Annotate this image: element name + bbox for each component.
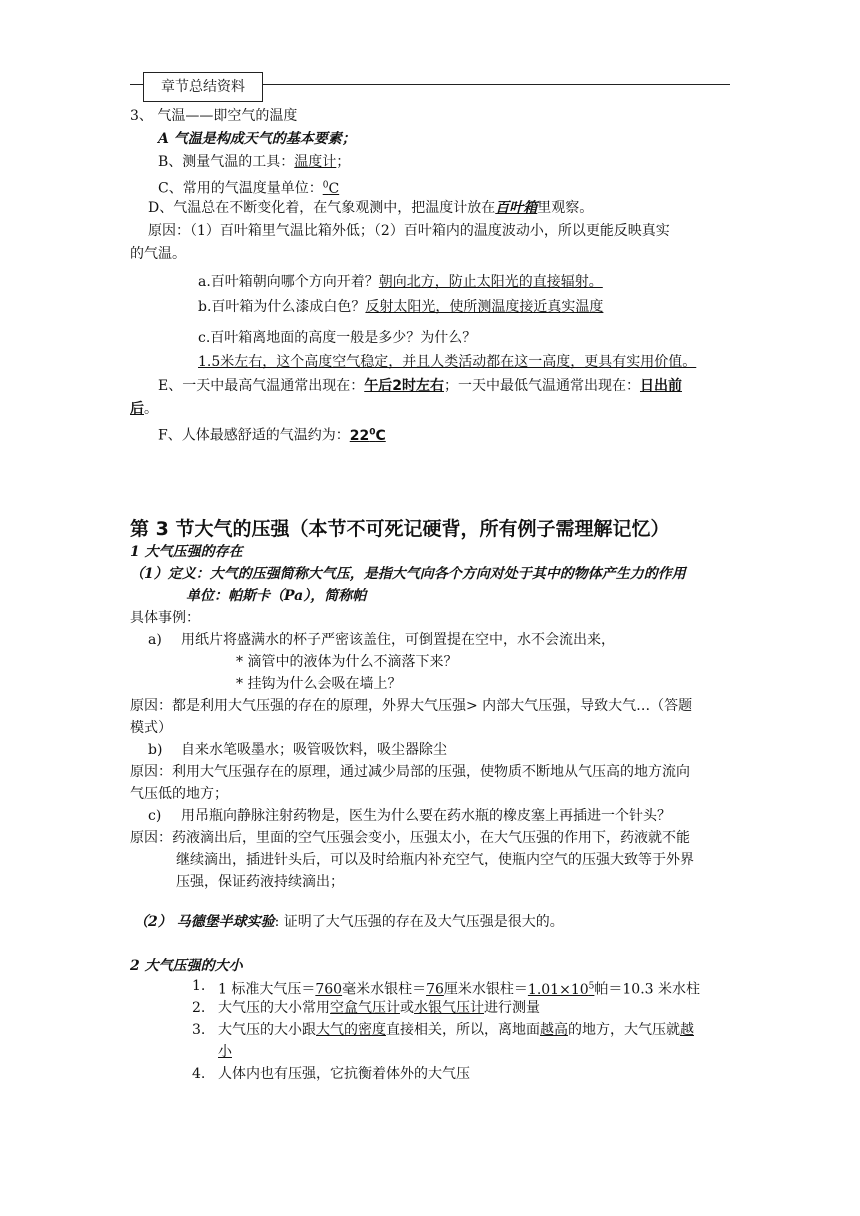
temp-line-e-2	[130, 399, 158, 419]
l1-e: 厘米水银柱＝	[443, 981, 528, 998]
list-number-3: 3.	[192, 1022, 206, 1038]
list-item-3-cont: 小	[218, 1044, 232, 1060]
l3-density: 大气的密度	[316, 1022, 386, 1038]
qa-c-question: c.百叶箱离地面的高度一般是多少？为什么？	[198, 330, 477, 346]
example-c-text: 用吊瓶向静脉注射药物是，医生为什么要在药水瓶的橡皮塞上再插进一个针头？	[181, 808, 671, 824]
reason-b-1: 原因：利用大气压强存在的原理，通过减少局部的压强，使物质不断地从气压高的地方流向	[130, 764, 690, 780]
l3-more: 越	[680, 1022, 694, 1038]
temp-f-unit: C	[375, 427, 386, 444]
list-item-2	[218, 998, 540, 1018]
reason-c-3: 压强，保证药液持续滴出；	[176, 874, 344, 890]
l3-e: 的地方，大气压就	[568, 1022, 680, 1038]
reason-c-2: 继续滴出，插进针头后，可以及时给瓶内补充空气，使瓶内空气的压强大致等于外界	[176, 852, 694, 868]
temp-e-end: 。	[144, 401, 158, 417]
l1-76: 76	[426, 981, 444, 998]
list-number-4: 4.	[192, 1066, 206, 1082]
qa-c-answer: 1.5米左右，这个高度空气稳定，并且人类活动都在这一高度，更具有实用价值。	[198, 354, 697, 370]
l1-pascal-value: 1.01×10	[527, 981, 589, 998]
temp-line-e	[158, 376, 682, 396]
subheading-existence: 1 大气压强的存在	[130, 544, 243, 560]
l1-exponent: 5	[588, 981, 595, 991]
l2-mercury: 水银气压计	[414, 1000, 484, 1016]
example-a-bullet-1: * 滴管中的液体为什么不滴落下来？	[236, 654, 458, 670]
temp-line-d	[148, 198, 593, 218]
temp-e-prefix: E、一天中最高气温通常出现在：	[158, 378, 365, 394]
list-item-4: 人体内也有压强，它抗衡着体外的大气压	[218, 1066, 470, 1082]
temp-b-prefix: B、测量气温的工具：	[158, 154, 295, 170]
example-b-text: 自来水笔吸墨水；吸管吸饮料，吸尘器除尘	[181, 742, 447, 758]
example-a-label: a)	[148, 632, 162, 648]
qa-a-answer: 朝向北方，防止太阳光的直接辐射。	[378, 274, 603, 290]
l3-c: 直接相关，所以，离地面	[386, 1022, 540, 1038]
l1-g: 帕＝10.3 米水柱	[594, 981, 700, 998]
example-a-text: 用纸片将盛满水的杯子严密该盖住，可倒置提在空中，水不会流出来，	[181, 632, 615, 648]
temp-reason-2: 的气温。	[130, 246, 186, 262]
qa-a-question: a.百叶箱朝向哪个方向开着？	[198, 274, 379, 290]
temp-a-text: A 气温是构成天气的基本要素；	[158, 131, 356, 147]
reason-a-1: 原因：都是利用大气压强的存在的原理，外界大气压强> 内部大气压强，导致大气…（答题	[130, 698, 693, 714]
reason-a-2: 模式）	[130, 720, 172, 736]
l2-or: 或	[400, 1000, 414, 1016]
magdeburg-text: : 证明了大气压强的存在及大气压强是很大的。	[274, 914, 564, 930]
example-b-label: b)	[148, 742, 163, 758]
temp-line-b	[158, 152, 350, 172]
examples-label: 具体事例：	[130, 610, 200, 626]
reason-c-1: 原因：药液滴出后，里面的空气压强会变小，压强太小，在大气压强的作用下，药液就不能	[130, 830, 690, 846]
l2-a: 大气压的大小常用	[218, 1000, 330, 1016]
temp-f-value: 22	[349, 427, 370, 444]
unit-line: 单位：帕斯卡（Pa），简称帕	[186, 588, 367, 604]
temp-f-prefix: F、人体最感舒适的气温约为：	[158, 427, 350, 444]
qa-b-question: b.百叶箱为什么漆成白色？	[198, 299, 366, 315]
magdeburg-line	[134, 912, 564, 932]
list-item-3	[218, 1020, 694, 1040]
list-number-2: 2.	[192, 1000, 206, 1016]
temp-f-degree: 0	[369, 427, 376, 437]
temp-b-suffix: ；	[336, 154, 351, 170]
l3-higher: 越高	[540, 1022, 568, 1038]
qa-b-answer: 反射太阳光，使所测温度接近真实温度	[365, 299, 604, 315]
temp-e-min-2: 后	[130, 401, 144, 417]
temp-c-degree: 0	[322, 180, 329, 190]
header-tab-label: 章节总结资料	[143, 72, 263, 102]
temp-d-suffix: 里观察。	[537, 200, 594, 216]
qa-a	[198, 272, 603, 292]
temp-e-max: 午后2时左右	[364, 378, 444, 394]
example-a-bullet-2: * 挂钩为什么会吸在墙上？	[236, 676, 402, 692]
temp-line-a	[158, 129, 356, 149]
l1-c: 毫米水银柱＝	[342, 981, 427, 998]
l2-e: 进行测量	[484, 1000, 540, 1016]
l1-760: 760	[315, 981, 343, 998]
temp-c-unit: C	[328, 180, 340, 197]
temp-e-mid: ；一天中最低气温通常出现在：	[443, 378, 640, 394]
temp-b-value: 温度计	[294, 154, 337, 170]
temp-line-c	[158, 175, 339, 199]
temp-title: 3、 气温——即空气的温度	[130, 108, 298, 124]
temp-d-value: 百叶箱	[495, 200, 538, 216]
l3-a: 大气压的大小跟	[218, 1022, 316, 1038]
list-number-1: 1.	[192, 978, 206, 994]
qa-b	[198, 297, 603, 317]
list-item-1	[218, 976, 700, 1000]
temp-reason-1: 原因：（1）百叶箱里气温比箱外低；（2）百叶箱内的温度波动小，所以更能反映真实	[148, 223, 670, 239]
temp-d-prefix: D、气温总在不断变化着，在气象观测中，把温度计放在	[148, 200, 496, 216]
l1-a: 1 标准大气压＝	[218, 981, 316, 998]
temp-e-min-1: 日出前	[639, 378, 682, 394]
l2-aneroid: 空盒气压计	[330, 1000, 400, 1016]
temp-c-prefix: C、常用的气温度量单位：	[158, 180, 323, 197]
reason-b-2: 气压低的地方；	[130, 786, 228, 802]
section-heading: 第 3 节大气的压强（本节不可死记硬背，所有例子需理解记忆）	[130, 518, 670, 540]
subheading-magnitude: 2 大气压强的大小	[130, 958, 243, 974]
example-c-label: c)	[148, 808, 162, 824]
definition-line: （1）定义：大气的压强简称大气压，是指大气向各个方向对处于其中的物体产生力的作用	[130, 566, 686, 582]
temp-line-f	[158, 422, 386, 446]
magdeburg-label: （2） 马德堡半球实验	[134, 914, 275, 930]
